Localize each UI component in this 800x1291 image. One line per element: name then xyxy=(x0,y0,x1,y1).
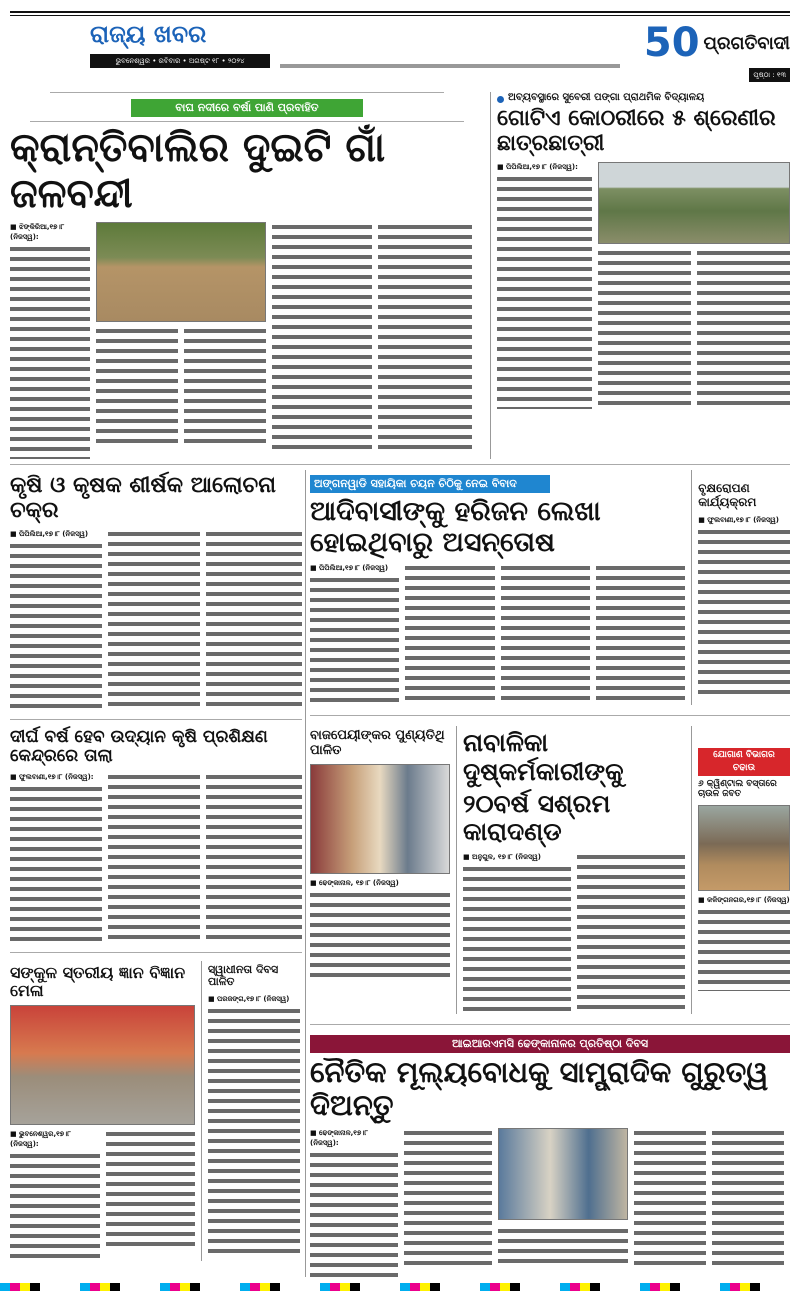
story10 xyxy=(10,961,195,1262)
rice-seizure-photo xyxy=(698,805,790,891)
dateline: ■ ଝିଙ୍କିରିଆ,୧୭।୮ (ନିଜସ୍ୱ): xyxy=(10,223,65,241)
dateline: ■ ପରଜଙ୍ଗ,୧୭।୮ (ନିଜସ୍ୱ) xyxy=(208,994,290,1003)
flood-photo xyxy=(96,222,266,322)
foundation-day-photo xyxy=(498,1128,628,1220)
story3-headline: କୃଷି ଓ କୃଷକ ଶୀର୍ଷକ ଆଲୋଚନା ଚକ୍ର xyxy=(10,473,276,524)
story9 xyxy=(10,728,302,944)
story3 xyxy=(10,473,302,711)
story11-headline: ସ୍ୱାଧୀନତା ଦିବସ ପାଳିତ xyxy=(208,962,279,989)
story12 xyxy=(310,1035,790,1277)
story1 xyxy=(10,92,484,459)
dateline: ■ ପିପିଲିଆ,୧୭।୮ (ନିଜସ୍ୱ) xyxy=(310,564,389,573)
date-bar: ଭୁବନେଶ୍ୱର • ରବିବାର • ଅଗଷ୍ଟ ୧୮ • ୨୦୨୪ xyxy=(90,54,270,68)
dateline: ■ ପିପିଲିଆ,୧୭।୮ (ନିଜସ୍ୱ) xyxy=(10,529,89,538)
story2-kicker: ଅବ୍ୟବସ୍ଥାରେ ସୁବେରୀ ପଙ୍ଗା ପ୍ରାଥମିକ ବିଦ୍ୟାଳୟ xyxy=(508,92,705,103)
story12-kicker: ଆଇଆରଏମସି ଢେଙ୍କାନାଳର ପ୍ରତିଷ୍ଠା ଦିବସ xyxy=(310,1035,790,1053)
story4-kicker: ଅଙ୍ଗନୱାଡି ସହାୟିକା ଚୟନ ଚିଠିକୁ ନେଇ ବିବାଦ xyxy=(310,475,550,493)
dateline: ■ ଢେଙ୍କାନାଳ, ୧୭।୮ (ନିଜସ୍ୱ) xyxy=(310,878,399,887)
story6-headline: ବାଜପେୟୀଙ୍କର ପୁଣ୍ୟତିଥି ପାଳିତ xyxy=(310,728,445,759)
school-photo xyxy=(598,162,790,244)
vajpayee-tribute-photo xyxy=(310,764,450,874)
story8 xyxy=(698,726,790,991)
story7-headline-line1: ନାବାଳିକା ଦୁଷ୍କର୍ମକାରୀଙ୍କୁ xyxy=(463,728,624,786)
section-title: ରାଜ୍ୟ ଖବର xyxy=(90,20,207,48)
top-rule xyxy=(10,11,790,13)
story6 xyxy=(310,726,450,980)
story2-headline: ଗୋଟିଏ କୋଠରୀରେ ୫ ଶ୍ରେଣୀର ଛାତ୍ରଛାତ୍ରୀ xyxy=(497,106,776,157)
story8-headline: ୬ କ୍ୱିଣ୍ଟାଲ ବସ୍ତାରେ ଚାଉଳ ଜବତ xyxy=(698,779,777,800)
logo-50-icon xyxy=(644,20,700,66)
rule xyxy=(280,64,620,68)
story4-headline: ଆଦିବାସୀଙ୍କୁ ହରିଜନ ଲେଖା ହୋଇଥିବାରୁ ଅସନ୍ତୋଷ xyxy=(310,496,601,559)
science-fair-photo xyxy=(10,1005,195,1125)
story10-headline: ସଙ୍କୁଳ ସ୍ତରୀୟ ଜ୍ଞାନ ବିଜ୍ଞାନ ମେଳା xyxy=(10,962,186,1001)
story8-kicker: ଯୋଗାଣ ବିଭାଗର ଚଢାଉ xyxy=(698,748,790,776)
story11 xyxy=(208,961,300,1256)
dateline: ■ ଫୁଲବାଣୀ,୧୭।୮ (ନିଜସ୍ୱ): xyxy=(10,772,94,781)
dateline: ■ ଭୁବନେଶ୍ୱର,୧୭।୮ (ନିଜସ୍ୱ): xyxy=(10,1130,71,1149)
story4 xyxy=(310,470,685,705)
story7 xyxy=(463,726,685,1014)
paper-name: ପ୍ରଗତିବାଦୀ xyxy=(703,32,790,54)
story1-kicker: ବାଘ ନଦୀରେ ବର୍ଷା ପାଣି ପ୍ରବାହିତ xyxy=(131,99,363,117)
story12-headline: ନୈତିକ ମୂଲ୍ୟବୋଧକୁ ସାମ୍ପ୍ରାଦିକ ଗୁରୁତ୍ୱ ଦିଅନ୍ତୁ xyxy=(310,1055,769,1123)
dateline: ■ କଳିଙ୍ଗନଗର,୧୭।୮ (ନିଜସ୍ୱ) xyxy=(698,895,790,904)
logo-number: 50 xyxy=(643,20,700,66)
story2 xyxy=(497,92,790,409)
story9-headline: ଦୀର୍ଘ ବର୍ଷ ହେବ ଉଦ୍ୟାନ କୃଷି ପ୍ରଶିକ୍ଷଣ କେନ୍ଦ୍ରରେ ତାଲା xyxy=(10,726,268,767)
story7-headline-line2: ୨୦ବର୍ଷ ସଶ୍ରମ କାରାଦଣ୍ଡ xyxy=(463,788,611,847)
dateline: ■ ପିପିଲିଆ,୧୭।୮ (ନିଜସ୍ୱ): xyxy=(497,162,578,171)
story5-headline: ବୃକ୍ଷରୋପଣ କାର୍ଯ୍ୟକ୍ରମ xyxy=(698,481,757,509)
dateline: ■ ଢେଙ୍କାନାଳ,୧୭।୮ (ନିଜସ୍ୱ): xyxy=(310,1128,369,1147)
dateline: ■ ଅନୁଗୁଳ, ୧୭।୮ (ନିଜସ୍ୱ) xyxy=(463,853,542,862)
page-number: ପୃଷ୍ଠା : ୧୩ xyxy=(749,68,790,82)
story1-headline: କ୍ରାନ୍ତିବାଲିର ଦୁଇଟି ଗାଁ ଜଳବନ୍ଦୀ xyxy=(10,125,386,217)
story5 xyxy=(698,470,790,699)
registration-marks xyxy=(0,1283,800,1291)
dateline: ■ ଫୁଲବାଣୀ,୧୭।୮ (ନିଜସ୍ୱ) xyxy=(698,515,779,524)
bullet-icon xyxy=(497,96,504,103)
